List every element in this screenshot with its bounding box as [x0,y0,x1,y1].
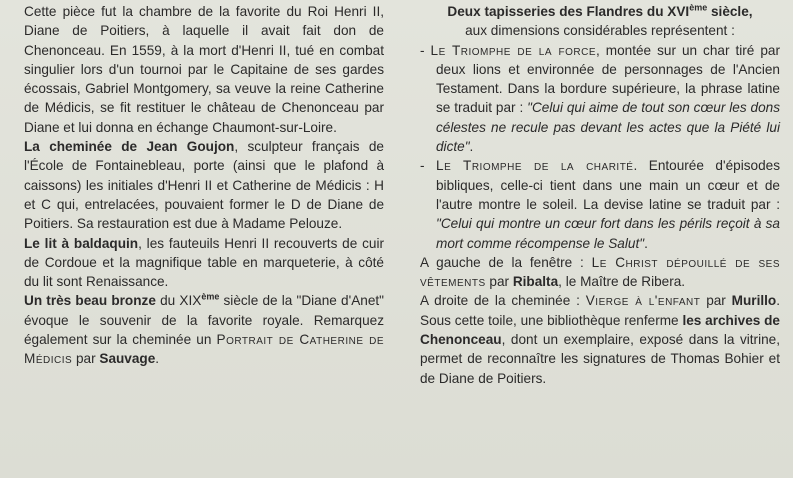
artist-name: Ribalta [512,274,559,290]
paragraph-text: , le Maître de Ribera. [558,274,686,290]
artwork-title: Le Triomphe de la charité [436,158,634,174]
paragraph-chambre [24,2,384,137]
artist-name: Sauvage [99,351,156,367]
list-item-force [420,41,780,157]
heading-cheminee: La cheminée de Jean Goujon [24,139,235,155]
paragraph-text: , montée sur un char tiré par deux lions et environnée de personnages de l'Ancien Testament. Dans la bordure supérieure, la phrase latine se traduit par : [436,42,780,116]
paragraph-text: A gauche de la fenêtre : [420,254,592,270]
heading-text: Deux tapisseries des Flandres du XVI [447,4,690,19]
heading-subtext: aux dimensions considérables représentent : [465,23,735,39]
paragraph-text: siècle de la "Diane d'Anet" évoque le souvenir de la favorite royale. Remarquez également sur la cheminée un [24,293,384,348]
artwork-title: Portrait de Catherine de Médicis [24,332,384,367]
paragraph-text: par [700,293,732,309]
paragraph-cheminee [24,137,384,233]
paragraph-text: Cette pièce fut la chambre de la favorite du Roi Henri II, Diane de Poitiers, à laquelle il avait fait don de Chenonceau. En 1559, à la mort d'Henri II, tué en combat singulier lors d'un tournoi par le Capitaine de ses gardes écossais, Gabriel Montgomery, sa veuve la reine Catherine de Médicis, se fit restituer le château de Chenonceau par Diane et lui donna en échange Chaumont-sur-Loire. [24,4,384,135]
paragraph-lit [24,234,384,292]
paragraph-text: , dont un exemplaire, exposé dans la vitrine, permet de reconnaître les signatures de Thomas Bohier et de Diane de Poitiers. [420,332,780,386]
paragraph-text: A droite de la cheminée : [420,293,586,309]
heading-bronze: Un très beau bronze [24,293,156,309]
paragraph-text: . [155,351,160,367]
quote-text: "Celui qui aime de tout son cœur les dons célestes ne recule pas devant les actes que la Piété lui dicte" [436,100,781,155]
artwork-title: Le Christ dépouillé de ses vêtements [420,254,780,290]
paragraph-text: , sculpteur français de l'École de Fontainebleau, porte (ainsi que le plafond à caissons) les initiales d'Henri II et Catherine de Médicis : H et C qui, entrelacées, pouvaient former le D de Diane de Poitiers. Sa restauration est due à Madame Pelouze. [24,139,384,232]
paragraph-text: . Entourée d'épisodes bibliques, celle-ci tient dans une main un cœur et de l'autre montre le soleil. La devise latine se traduit par : [436,158,780,212]
paragraph-vierge [420,291,780,387]
paragraph-bronze [24,291,384,368]
paragraph-text: par [485,274,513,290]
artwork-title: Le Triomphe de la force [430,42,597,58]
left-column [24,2,384,369]
list-item-charite [420,156,780,252]
paragraph-text: . [469,139,474,155]
quote-text: "Celui qui montre un cœur fort dans les périls reçoit à sa mort comme récompense le Salut" [436,216,780,251]
paragraph-text: par [72,351,100,367]
right-column [420,2,780,388]
heading-lit: Le lit à baldaquin [24,235,139,251]
paragraph-text: . [644,235,648,251]
archives-highlight: les archives de Chenonceau [420,312,780,348]
superscript: ème [201,291,220,302]
paragraph-text: . Sous cette toile, une bibliothèque renferme [420,293,781,328]
list-dash: - [420,42,431,58]
artist-name: Murillo [731,293,777,309]
paragraph-text: du XIX [155,293,202,309]
paragraph-text: , les fauteuils Henri II recouverts de cuir de Cordoue et la magnifique table en marqueterie, à côté du lit sont Renaissance. [24,235,384,290]
tapestries-heading [420,2,780,41]
list-dash: - [420,158,437,174]
superscript: ème [689,2,708,13]
paragraph-christ [420,253,780,292]
artwork-title: Vierge à l'enfant [585,293,701,309]
heading-text: siècle, [707,4,753,19]
